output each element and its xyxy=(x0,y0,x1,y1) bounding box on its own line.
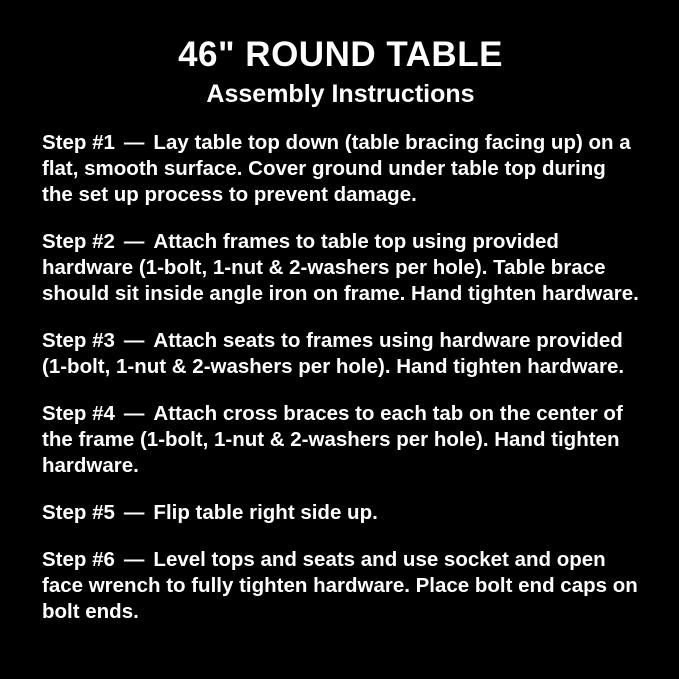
step-dash: — xyxy=(123,230,145,253)
step-paragraph-2 xyxy=(42,229,639,307)
step-dash: — xyxy=(123,402,145,425)
step-paragraph-6 xyxy=(42,547,639,625)
step-dash: — xyxy=(123,548,145,571)
step-text: Attach frames to table top using provided hardware (1-bolt, 1-nut & 2-washers per hole). Table brace should sit inside angle iron on frame. Hand tighten hardware. xyxy=(42,230,639,305)
step-paragraph-1 xyxy=(42,130,639,208)
step-text: Lay table top down (table bracing facing up) on a flat, smooth surface. Cover ground under table top during the set up process to prevent damage. xyxy=(42,131,631,206)
step-label: Step #1 xyxy=(42,131,115,154)
page-title: 46" ROUND TABLE xyxy=(178,35,503,74)
step-paragraph-5 xyxy=(42,500,639,526)
step-paragraph-4 xyxy=(42,401,639,479)
step-text: Attach seats to frames using hardware provided (1-bolt, 1-nut & 2-washers per hole). Hand tighten hardware. xyxy=(42,329,625,378)
step-label: Step #4 xyxy=(42,402,115,425)
step-label: Step #3 xyxy=(42,329,115,352)
step-text: Flip table right side up. xyxy=(153,501,378,524)
step-dash: — xyxy=(123,329,145,352)
step-text: Attach cross braces to each tab on the center of the frame (1-bolt, 1-nut & 2-washers per hole). Hand tighten hardware. xyxy=(42,402,623,477)
step-label: Step #6 xyxy=(42,548,115,571)
step-label: Step #5 xyxy=(42,501,115,524)
step-paragraph-3 xyxy=(42,328,639,380)
step-label: Step #2 xyxy=(42,230,115,253)
step-dash: — xyxy=(123,131,145,154)
step-text: Level tops and seats and use socket and open face wrench to fully tighten hardware. Place bolt end caps on bolt ends. xyxy=(42,548,638,623)
page-subtitle: Assembly Instructions xyxy=(206,79,475,108)
step-dash: — xyxy=(123,501,145,524)
